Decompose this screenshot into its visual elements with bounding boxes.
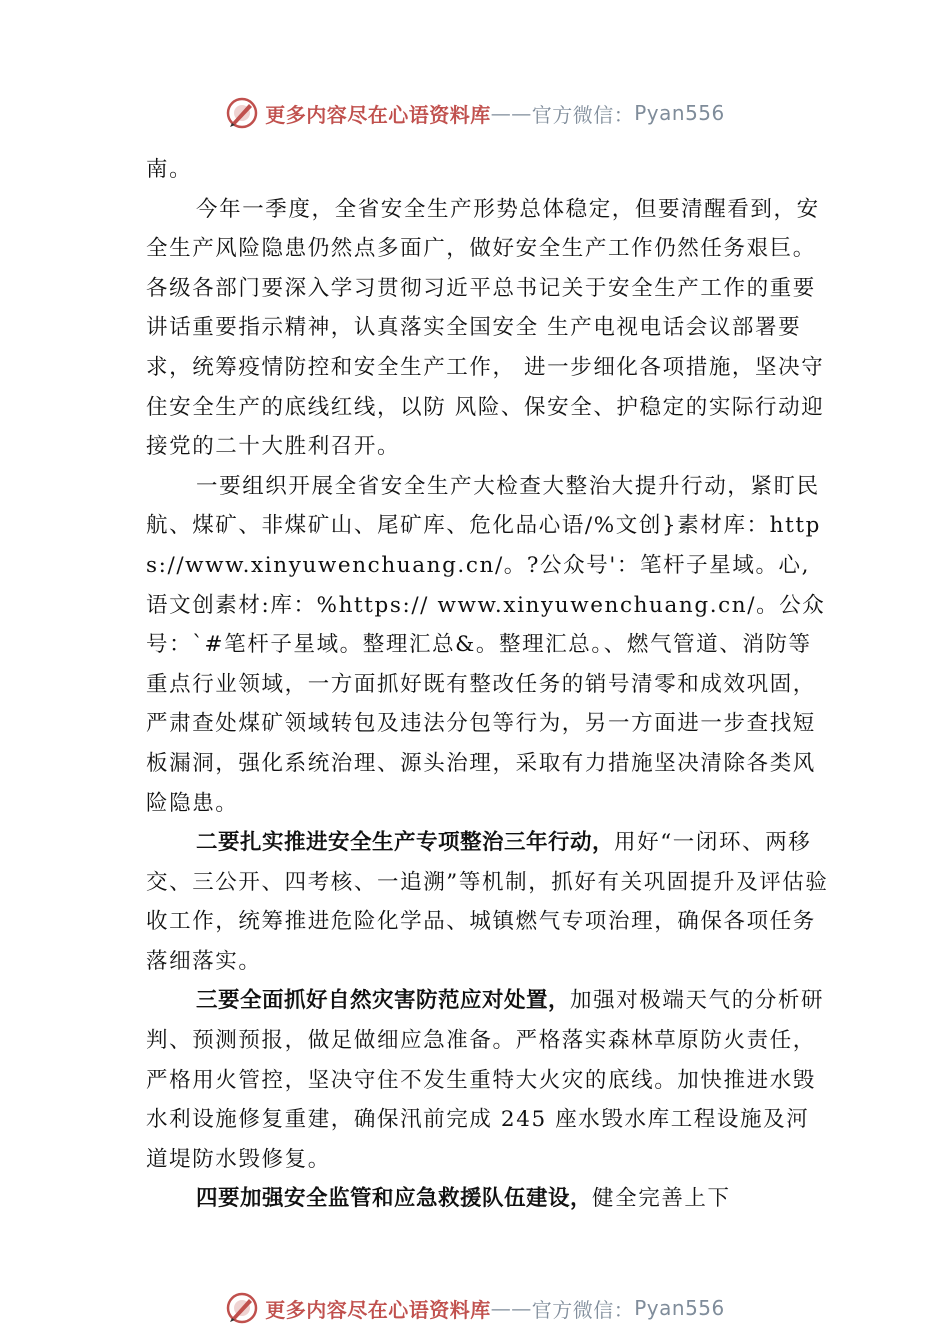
header-wechat-id: Pyan556 <box>634 101 725 125</box>
footer-wechat-label: 官方微信： <box>531 1297 635 1322</box>
task-4-heading: 四要加强安全监管和应急救援队伍建设， <box>196 1186 593 1212</box>
pen-ink-logo-icon <box>225 1291 259 1325</box>
paragraph-continuation: 南。 <box>146 157 193 182</box>
document-body <box>146 150 832 1219</box>
header-wechat-label: 官方微信： <box>531 102 635 127</box>
footer-banner <box>0 1288 950 1328</box>
task-4-text: 健全完善上下 <box>592 1186 731 1212</box>
footer-brand: 更多内容尽在心语资料库 <box>265 1297 491 1322</box>
header-separator: —— <box>490 101 532 125</box>
footer-wechat-id: Pyan556 <box>634 1296 725 1320</box>
task-2-text: 用好“一闭环、两移交、三公开、四考核、一追溯”等机制，抓好有关巩固提升及评估验收工作，统筹推进危险化学品、城镇燃气专项治理，确保各项任务落细落实。 <box>146 830 829 974</box>
header-brand: 更多内容尽在心语资料库 <box>265 102 491 127</box>
paragraph-overview: 今年一季度，全省安全生产形势总体稳定，但要清醒看到，安全生产风险隐患仍然点多面广，做好安全生产工作仍然任务艰巨。各级各部门要深入学习贯彻习近平总书记关于安全生产工作的重要讲话重要指示精神，认真落实全国安全 生产电视电话会议部署要求，统筹疫情防控和安全生产工作， 进一步细化各项措施，坚决守住安全生产的底线红线，以防 风险、保安全、护稳定的实际行动迎接党的二十大胜利召开。 <box>146 196 825 460</box>
paragraph-task-1: 一要组织开展全省安全生产大检查大整治大提升行动，紧盯民航、煤矿、非煤矿山、尾矿库、危化品心语/%文创}素材库：https://www.xinyuwenchuang.cn/。?公众号'：笔杆子星域。心,语文创素材:库：%https:// www.xinyuwenchuang.cn/。公众号：`#笔杆子星域。整理汇总&。整理汇总。、燃气管道、消防等重点行业领域，一方面抓好既有整改任务的销号清零和成效巩固，严肃查处煤矿领域转包及违法分包等行为，另一方面进一步查找短板漏洞，强化系统治理、源头治理，采取有力措施坚决清除各类风险隐患。 <box>146 473 826 816</box>
task-3-text: 加强对极端天气的分析研判、预测预报，做足做细应急准备。严格落实森林草原防火责任，严格用火管控，坚决守住不发生重特大火灾的底线。加快推进水毁水利设施修复重建，确保汛前完成 245 座水毁水库工程设施及河道堤防水毁修复。 <box>146 988 825 1172</box>
paragraph-task-4 <box>146 1179 832 1219</box>
pen-ink-logo-icon <box>225 96 259 130</box>
task-2-heading: 二要扎实推进安全生产专项整治三年行动， <box>196 830 615 856</box>
paragraph-task-3 <box>146 981 832 1179</box>
header-banner <box>0 93 950 133</box>
footer-separator: —— <box>490 1296 532 1320</box>
paragraph-task-2 <box>146 823 832 981</box>
task-3-heading: 三要全面抓好自然灾害防范应对处置， <box>196 988 571 1014</box>
